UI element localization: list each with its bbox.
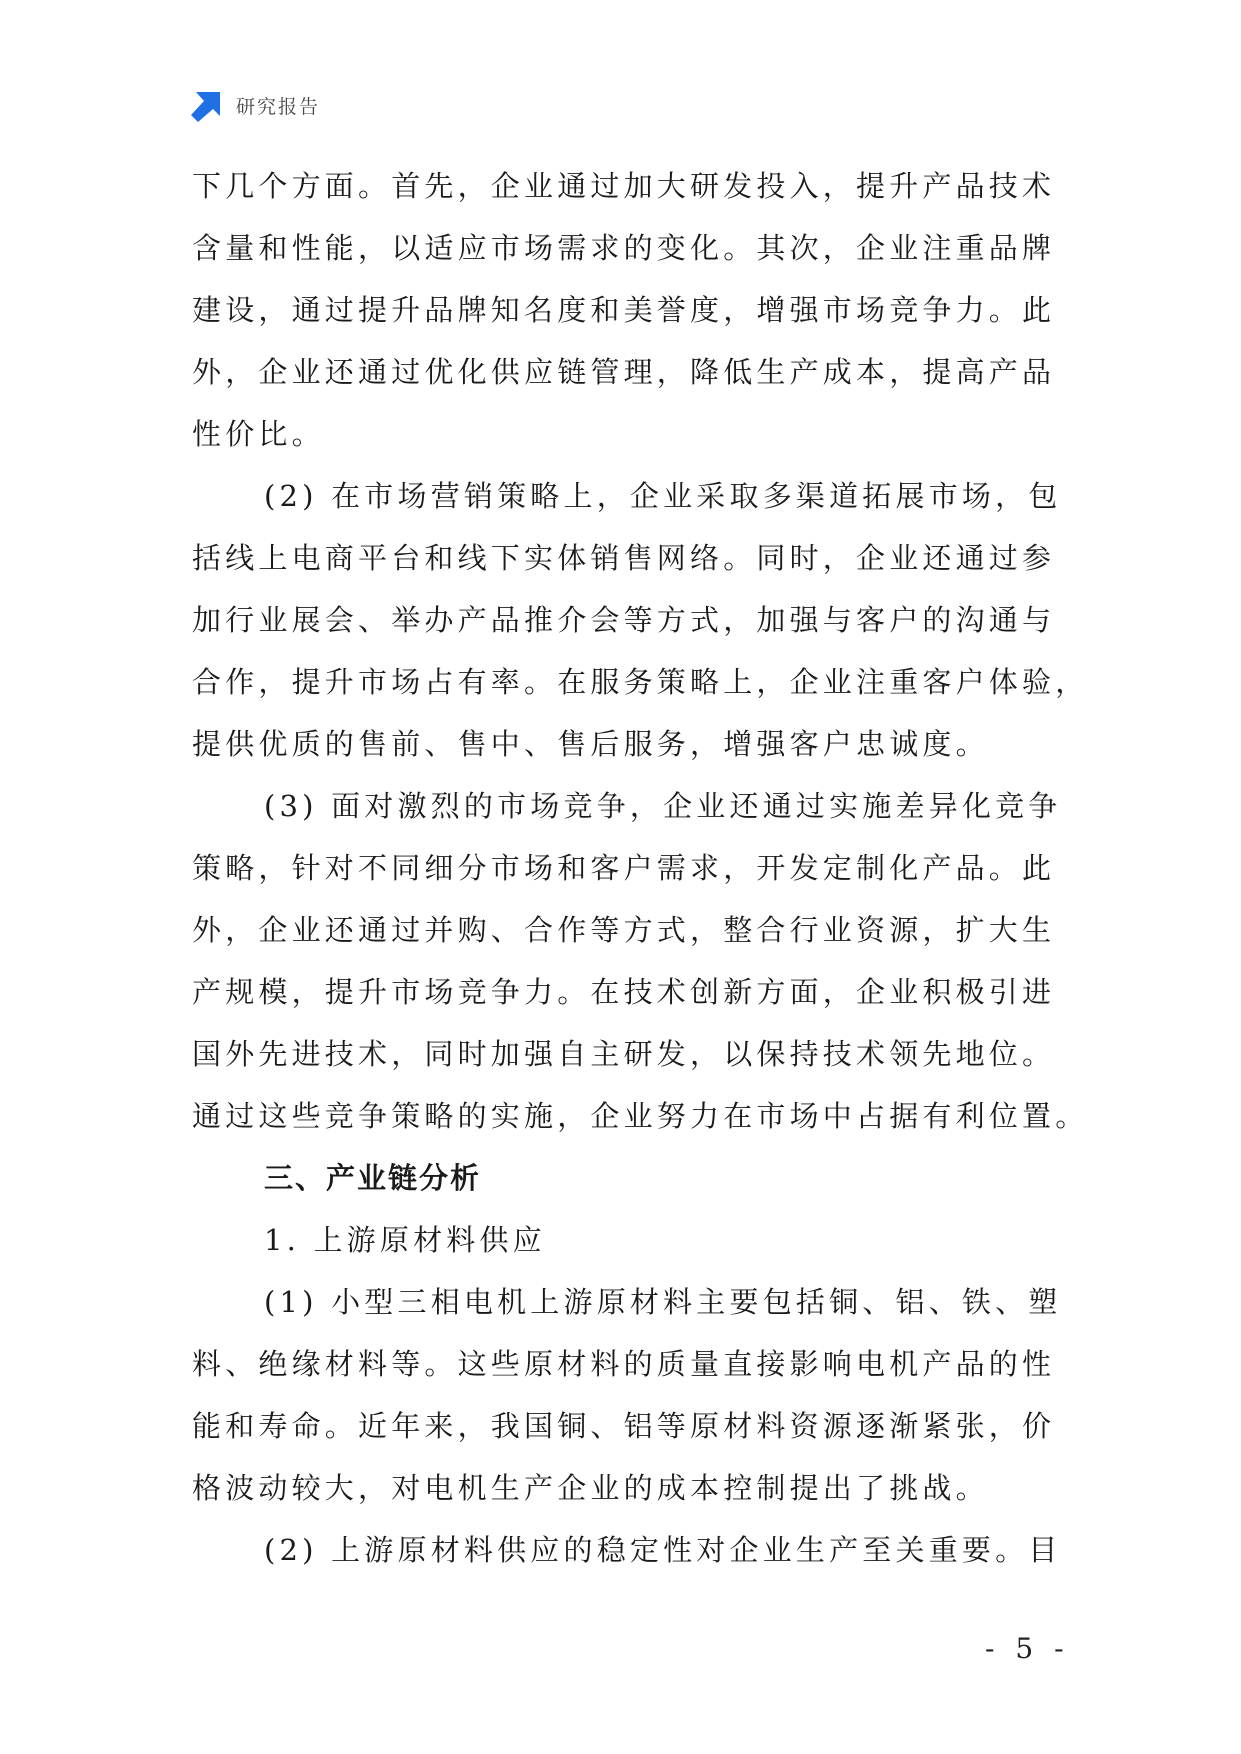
page-number: - 5 - (985, 1632, 1070, 1665)
text-line: (3) 面对激烈的市场竞争，企业还通过实施差异化竞争 (264, 789, 1062, 823)
text-line: 合作，提升市场占有率。在服务策略上，企业注重客户体验， (192, 665, 1089, 699)
text-line: (2) 上游原材料供应的稳定性对企业生产至关重要。目 (264, 1533, 1062, 1567)
text-line: 性价比。 (192, 417, 325, 451)
text-line: 下几个方面。首先，企业通过加大研发投入，提升产品技术 (192, 169, 1056, 203)
text-line: (2) 在市场营销策略上，企业采取多渠道拓展市场，包 (264, 479, 1062, 513)
text-line: 策略，针对不同细分市场和客户需求，开发定制化产品。此 (192, 851, 1056, 885)
text-line: 括线上电商平台和线下实体销售网络。同时，企业还通过参 (192, 541, 1056, 575)
text-line: 外，企业还通过并购、合作等方式，整合行业资源，扩大生 (192, 913, 1056, 947)
text-line: (1) 小型三相电机上游原材料主要包括铜、铝、铁、塑 (264, 1285, 1062, 1319)
report-header (190, 88, 320, 122)
text-line: 1. 上游原材料供应 (264, 1223, 546, 1257)
text-line: 含量和性能，以适应市场需求的变化。其次，企业注重品牌 (192, 231, 1056, 265)
text-line: 建设，通过提升品牌知名度和美誉度，增强市场竞争力。此 (192, 293, 1056, 327)
text-line: 提供优质的售前、售中、售后服务，增强客户忠诚度。 (192, 727, 989, 761)
document-body (192, 155, 1089, 1581)
diagonal-arrow-icon (190, 88, 224, 122)
text-line: 通过这些竞争策略的实施，企业努力在市场中占据有利位置。 (192, 1099, 1089, 1133)
text-line: 外，企业还通过优化供应链管理，降低生产成本，提高产品 (192, 355, 1056, 389)
header-label: 研究报告 (236, 95, 321, 118)
section-heading: 三、产业链分析 (264, 1161, 482, 1195)
text-line: 国外先进技术，同时加强自主研发，以保持技术领先地位。 (192, 1037, 1056, 1071)
text-line: 能和寿命。近年来，我国铜、铝等原材料资源逐渐紧张，价 (192, 1409, 1056, 1443)
text-line: 料、绝缘材料等。这些原材料的质量直接影响电机产品的性 (192, 1347, 1056, 1381)
text-line: 加行业展会、举办产品推介会等方式，加强与客户的沟通与 (192, 603, 1056, 637)
text-line: 产规模，提升市场竞争力。在技术创新方面，企业积极引进 (192, 975, 1056, 1009)
text-line: 格波动较大，对电机生产企业的成本控制提出了挑战。 (192, 1471, 989, 1505)
